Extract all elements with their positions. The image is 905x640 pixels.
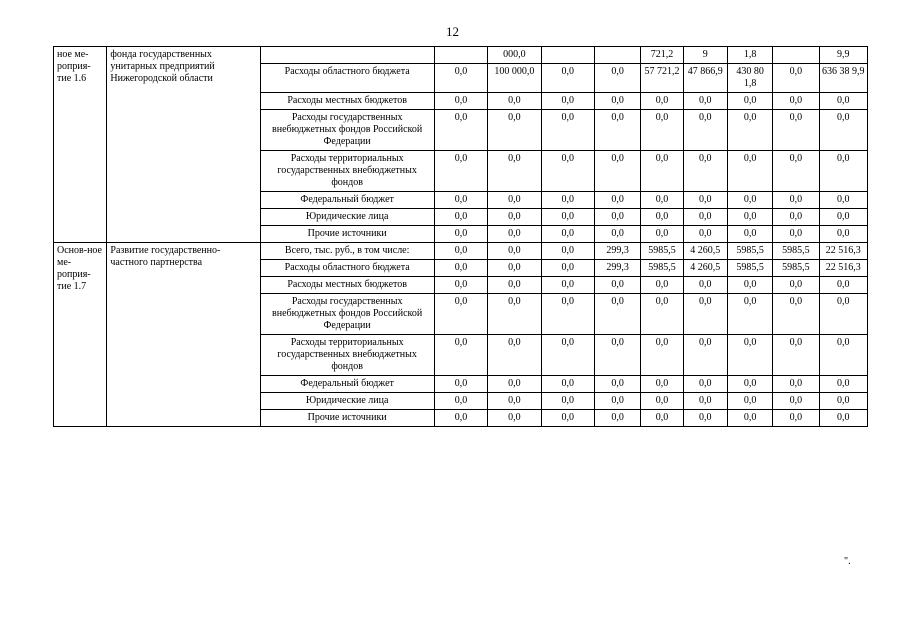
value-cell: 0,0 [727, 192, 772, 209]
value-cell: 0,0 [641, 192, 683, 209]
value-cell: 0,0 [541, 151, 594, 192]
value-cell: 0,0 [434, 294, 487, 335]
closing-quote: ". [844, 556, 851, 567]
value-cell: 0,0 [727, 277, 772, 294]
value-cell: 0,0 [727, 93, 772, 110]
value-cell: 0,0 [488, 243, 541, 260]
measure-number-cell: Основ-ное ме-роприя-тие 1.7 [54, 243, 107, 427]
value-cell: 0,0 [641, 410, 683, 427]
value-cell: 0,0 [727, 110, 772, 151]
value-cell: 0,0 [727, 209, 772, 226]
value-cell: 0,0 [819, 209, 867, 226]
value-cell: 22 516,3 [819, 260, 867, 277]
value-cell: 0,0 [641, 110, 683, 151]
value-cell: 0,0 [683, 226, 727, 243]
value-cell: 0,0 [434, 226, 487, 243]
value-cell: 0,0 [819, 226, 867, 243]
funding-source-cell: Расходы областного бюджета [260, 64, 434, 93]
value-cell: 5985,5 [727, 243, 772, 260]
value-cell: 0,0 [488, 226, 541, 243]
value-cell: 0,0 [641, 277, 683, 294]
value-cell: 0,0 [641, 209, 683, 226]
value-cell: 22 516,3 [819, 243, 867, 260]
value-cell: 0,0 [594, 277, 640, 294]
value-cell: 0,0 [434, 110, 487, 151]
value-cell: 0,0 [594, 93, 640, 110]
value-cell: 0,0 [594, 151, 640, 192]
value-cell: 0,0 [819, 192, 867, 209]
value-cell: 0,0 [541, 226, 594, 243]
value-cell: 57 721,2 [641, 64, 683, 93]
value-cell: 0,0 [434, 209, 487, 226]
value-cell: 0,0 [488, 110, 541, 151]
value-cell: 0,0 [434, 192, 487, 209]
value-cell: 0,0 [434, 410, 487, 427]
value-cell: 0,0 [819, 393, 867, 410]
value-cell: 0,0 [641, 294, 683, 335]
measure-name-cell: Развитие государственно-частного партнерства [107, 243, 260, 427]
value-cell: 0,0 [488, 376, 541, 393]
value-cell [541, 47, 594, 64]
value-cell: 0,0 [683, 151, 727, 192]
value-cell: 0,0 [488, 151, 541, 192]
value-cell: 0,0 [594, 226, 640, 243]
funding-source-cell: Прочие источники [260, 410, 434, 427]
value-cell: 0,0 [773, 209, 819, 226]
funding-source-cell: Расходы государственных внебюджетных фондов Российской Федерации [260, 294, 434, 335]
value-cell: 0,0 [488, 277, 541, 294]
funding-source-cell: Прочие источники [260, 226, 434, 243]
value-cell: 0,0 [727, 226, 772, 243]
table-row [54, 243, 868, 260]
value-cell: 0,0 [819, 93, 867, 110]
value-cell: 0,0 [541, 277, 594, 294]
funding-source-cell: Расходы территориальных государственных внебюджетных фондов [260, 335, 434, 376]
value-cell: 0,0 [773, 410, 819, 427]
value-cell: 0,0 [819, 110, 867, 151]
value-cell: 0,0 [541, 93, 594, 110]
value-cell: 1,8 [727, 47, 772, 64]
value-cell: 0,0 [434, 277, 487, 294]
value-cell: 0,0 [683, 393, 727, 410]
value-cell: 0,0 [541, 410, 594, 427]
funding-source-cell [260, 47, 434, 64]
value-cell: 0,0 [434, 64, 487, 93]
value-cell: 4 260,5 [683, 243, 727, 260]
value-cell: 0,0 [488, 294, 541, 335]
value-cell: 0,0 [541, 209, 594, 226]
value-cell: 0,0 [541, 64, 594, 93]
value-cell [594, 47, 640, 64]
funding-source-cell: Всего, тыс. руб., в том числе: [260, 243, 434, 260]
value-cell: 0,0 [641, 335, 683, 376]
value-cell: 0,0 [594, 335, 640, 376]
funding-source-cell: Федеральный бюджет [260, 376, 434, 393]
value-cell: 0,0 [541, 376, 594, 393]
value-cell: 5985,5 [727, 260, 772, 277]
value-cell: 0,0 [727, 294, 772, 335]
value-cell: 0,0 [773, 393, 819, 410]
value-cell: 0,0 [773, 151, 819, 192]
value-cell: 5985,5 [641, 260, 683, 277]
value-cell: 0,0 [594, 376, 640, 393]
funding-source-cell: Расходы местных бюджетов [260, 277, 434, 294]
value-cell: 0,0 [594, 192, 640, 209]
measure-name-cell: фонда государственных унитарных предприятий Нижегородской области [107, 47, 260, 243]
value-cell: 0,0 [819, 376, 867, 393]
value-cell: 0,0 [541, 393, 594, 410]
value-cell: 0,0 [641, 393, 683, 410]
value-cell: 0,0 [683, 294, 727, 335]
value-cell: 0,0 [773, 376, 819, 393]
value-cell: 0,0 [683, 93, 727, 110]
funding-source-cell: Юридические лица [260, 393, 434, 410]
value-cell: 0,0 [434, 393, 487, 410]
value-cell: 0,0 [434, 260, 487, 277]
value-cell: 100 000,0 [488, 64, 541, 93]
value-cell: 0,0 [434, 151, 487, 192]
value-cell: 5985,5 [773, 260, 819, 277]
value-cell: 0,0 [594, 294, 640, 335]
value-cell: 0,0 [773, 110, 819, 151]
value-cell: 0,0 [773, 226, 819, 243]
funding-source-cell: Юридические лица [260, 209, 434, 226]
value-cell: 0,0 [727, 376, 772, 393]
value-cell: 0,0 [641, 151, 683, 192]
value-cell: 0,0 [594, 64, 640, 93]
value-cell: 0,0 [773, 192, 819, 209]
value-cell: 0,0 [773, 335, 819, 376]
value-cell: 0,0 [488, 192, 541, 209]
value-cell: 0,0 [773, 277, 819, 294]
page-number: 12 [446, 24, 459, 39]
value-cell: 0,0 [488, 93, 541, 110]
value-cell: 5985,5 [641, 243, 683, 260]
value-cell: 0,0 [488, 260, 541, 277]
value-cell: 0,0 [594, 393, 640, 410]
value-cell: 721,2 [641, 47, 683, 64]
value-cell: 0,0 [727, 410, 772, 427]
value-cell: 0,0 [819, 410, 867, 427]
value-cell: 636 38 9,9 [819, 64, 867, 93]
value-cell: 0,0 [488, 335, 541, 376]
measure-number-cell: ное ме-роприя-тие 1.6 [54, 47, 107, 243]
budget-table [53, 46, 868, 427]
value-cell: 299,3 [594, 243, 640, 260]
value-cell [773, 47, 819, 64]
value-cell: 0,0 [434, 93, 487, 110]
funding-source-cell: Федеральный бюджет [260, 192, 434, 209]
value-cell: 0,0 [727, 151, 772, 192]
value-cell: 0,0 [641, 93, 683, 110]
value-cell: 000,0 [488, 47, 541, 64]
value-cell: 0,0 [683, 209, 727, 226]
value-cell: 0,0 [819, 151, 867, 192]
value-cell: 0,0 [819, 277, 867, 294]
value-cell: 0,0 [488, 393, 541, 410]
value-cell [434, 47, 487, 64]
value-cell: 5985,5 [773, 243, 819, 260]
value-cell: 0,0 [541, 192, 594, 209]
value-cell: 9,9 [819, 47, 867, 64]
value-cell: 0,0 [727, 393, 772, 410]
value-cell: 0,0 [683, 110, 727, 151]
funding-source-cell: Расходы местных бюджетов [260, 93, 434, 110]
funding-source-cell: Расходы государственных внебюджетных фондов Российской Федерации [260, 110, 434, 151]
value-cell: 0,0 [594, 410, 640, 427]
value-cell: 0,0 [488, 209, 541, 226]
value-cell: 0,0 [683, 192, 727, 209]
funding-source-cell: Расходы территориальных государственных внебюджетных фондов [260, 151, 434, 192]
value-cell: 0,0 [683, 335, 727, 376]
value-cell: 0,0 [594, 209, 640, 226]
value-cell: 0,0 [683, 410, 727, 427]
value-cell: 299,3 [594, 260, 640, 277]
value-cell: 0,0 [683, 277, 727, 294]
value-cell: 0,0 [541, 260, 594, 277]
value-cell: 430 80 1,8 [727, 64, 772, 93]
funding-source-cell: Расходы областного бюджета [260, 260, 434, 277]
value-cell: 0,0 [594, 110, 640, 151]
value-cell: 0,0 [434, 335, 487, 376]
table-row [54, 47, 868, 64]
value-cell: 0,0 [683, 376, 727, 393]
value-cell: 0,0 [641, 226, 683, 243]
value-cell: 0,0 [434, 376, 487, 393]
value-cell: 0,0 [541, 335, 594, 376]
value-cell: 9 [683, 47, 727, 64]
value-cell: 0,0 [541, 243, 594, 260]
table-body [54, 47, 868, 427]
value-cell: 4 260,5 [683, 260, 727, 277]
value-cell: 0,0 [541, 110, 594, 151]
value-cell: 0,0 [773, 64, 819, 93]
value-cell: 0,0 [641, 376, 683, 393]
value-cell: 0,0 [773, 93, 819, 110]
value-cell: 0,0 [773, 294, 819, 335]
value-cell: 0,0 [434, 243, 487, 260]
value-cell: 47 866,9 [683, 64, 727, 93]
value-cell: 0,0 [819, 335, 867, 376]
value-cell: 0,0 [541, 294, 594, 335]
value-cell: 0,0 [727, 335, 772, 376]
value-cell: 0,0 [819, 294, 867, 335]
value-cell: 0,0 [488, 410, 541, 427]
